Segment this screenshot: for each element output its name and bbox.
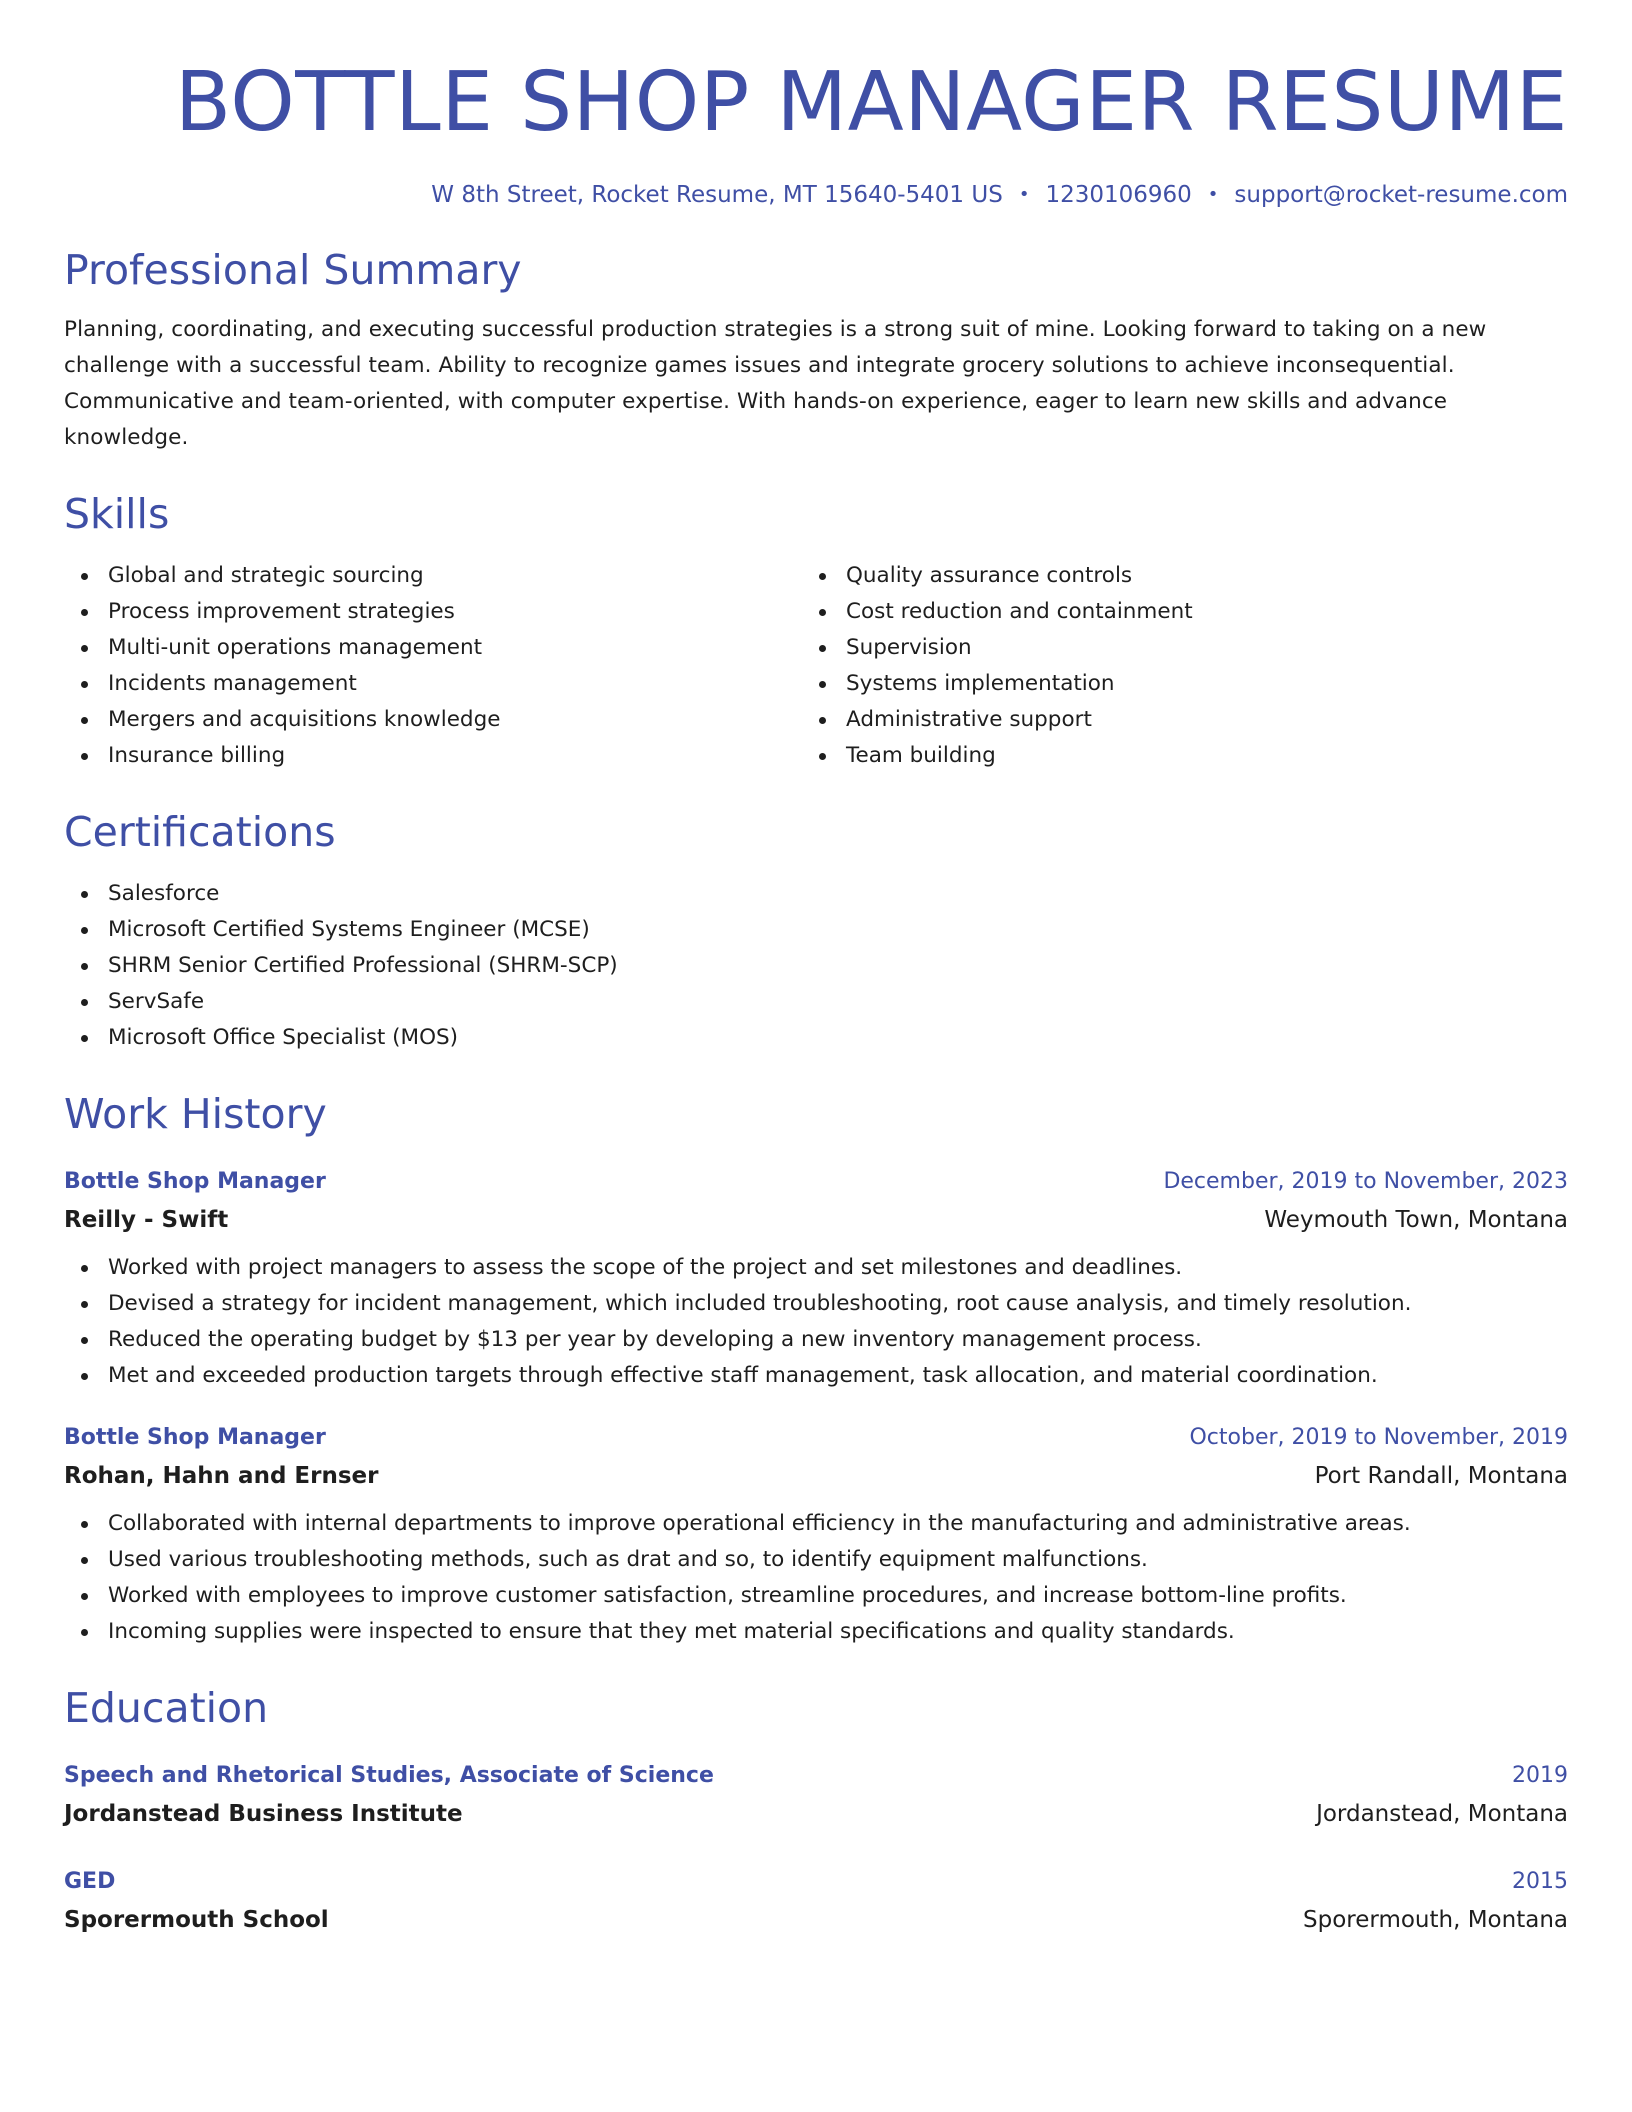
job-duty: Collaborated with internal departments to improve operational efficiency in the manufacturing and administrative areas. bbox=[64, 1506, 1568, 1542]
contact-separator-1: • bbox=[1018, 184, 1030, 205]
certifications-list bbox=[64, 876, 1568, 1056]
education-degree-row bbox=[64, 1864, 1568, 1900]
education-school-row bbox=[64, 1794, 1568, 1834]
job-duty: Reduced the operating budget by $13 per year by developing a new inventory management process. bbox=[64, 1322, 1568, 1358]
education-section bbox=[64, 1680, 1568, 1940]
education-entry bbox=[64, 1864, 1568, 1940]
job-company-row bbox=[64, 1200, 1568, 1240]
contact-phone: 1230106960 bbox=[1045, 182, 1192, 208]
certification-item: ServSafe bbox=[64, 984, 1568, 1020]
education-entry bbox=[64, 1758, 1568, 1834]
skill-item: Mergers and acquisitions knowledge bbox=[64, 702, 802, 738]
job-location: Port Randall, Montana bbox=[1314, 1463, 1568, 1489]
contact-address: W 8th Street, Rocket Resume, MT 15640-5401 US bbox=[431, 182, 1003, 208]
contact-line bbox=[64, 182, 1568, 208]
job-dates: October, 2019 to November, 2019 bbox=[1189, 1425, 1568, 1450]
certification-item: Salesforce bbox=[64, 876, 1568, 912]
education-degree: Speech and Rhetorical Studies, Associate of Science bbox=[64, 1763, 714, 1788]
skill-item: Systems implementation bbox=[802, 666, 1540, 702]
education-degree: GED bbox=[64, 1869, 116, 1894]
skill-item: Global and strategic sourcing bbox=[64, 558, 802, 594]
skills-column-right bbox=[802, 558, 1540, 774]
certification-item: Microsoft Office Specialist (MOS) bbox=[64, 1020, 1568, 1056]
skills-list-left bbox=[64, 558, 802, 774]
work-history-section bbox=[64, 1086, 1568, 1650]
certifications-section bbox=[64, 804, 1568, 1056]
work-history-heading: Work History bbox=[64, 1090, 327, 1138]
education-location: Sporermouth, Montana bbox=[1303, 1907, 1568, 1933]
job-duty: Worked with employees to improve customer satisfaction, streamline procedures, and increase bottom-line profits. bbox=[64, 1578, 1568, 1614]
resume-header bbox=[64, 48, 1568, 208]
education-school: Jordanstead Business Institute bbox=[64, 1801, 463, 1827]
job-header-row bbox=[64, 1420, 1568, 1456]
skill-item: Team building bbox=[802, 738, 1540, 774]
skills-heading: Skills bbox=[64, 490, 170, 538]
job-duty: Used various troubleshooting methods, such as drat and so, to identify equipment malfunctions. bbox=[64, 1542, 1568, 1578]
resume-title: BOTTLE SHOP MANAGER RESUME bbox=[174, 55, 1568, 150]
job-duty: Incoming supplies were inspected to ensure that they met material specifications and quality standards. bbox=[64, 1614, 1568, 1650]
skills-grid bbox=[64, 558, 1568, 774]
skill-item: Multi-unit operations management bbox=[64, 630, 802, 666]
skill-item: Quality assurance controls bbox=[802, 558, 1540, 594]
certification-item: SHRM Senior Certified Professional (SHRM-SCP) bbox=[64, 948, 1568, 984]
skill-item: Supervision bbox=[802, 630, 1540, 666]
education-location: Jordanstead, Montana bbox=[1316, 1801, 1568, 1827]
job-header-row bbox=[64, 1164, 1568, 1200]
job-company-row bbox=[64, 1456, 1568, 1496]
job-company: Reilly - Swift bbox=[64, 1207, 229, 1233]
education-school-row bbox=[64, 1900, 1568, 1940]
summary-section bbox=[64, 242, 1568, 456]
skill-item: Administrative support bbox=[802, 702, 1540, 738]
job-entry bbox=[64, 1420, 1568, 1650]
skill-item: Incidents management bbox=[64, 666, 802, 702]
job-title: Bottle Shop Manager bbox=[64, 1425, 326, 1450]
skills-section bbox=[64, 486, 1568, 774]
skills-column-left bbox=[64, 558, 802, 774]
summary-heading: Professional Summary bbox=[64, 246, 522, 294]
job-duties-list bbox=[64, 1506, 1568, 1650]
skill-item: Cost reduction and containment bbox=[802, 594, 1540, 630]
skill-item: Insurance billing bbox=[64, 738, 802, 774]
job-title: Bottle Shop Manager bbox=[64, 1169, 326, 1194]
job-dates: December, 2019 to November, 2023 bbox=[1163, 1169, 1568, 1194]
education-year: 2015 bbox=[1512, 1869, 1568, 1894]
education-year: 2019 bbox=[1512, 1763, 1568, 1788]
skill-item: Process improvement strategies bbox=[64, 594, 802, 630]
contact-email: support@rocket-resume.com bbox=[1234, 182, 1568, 208]
job-duties-list bbox=[64, 1250, 1568, 1394]
job-duty: Met and exceeded production targets through effective staff management, task allocation, and material coordination. bbox=[64, 1358, 1568, 1394]
certifications-heading: Certifications bbox=[64, 808, 336, 856]
job-duty: Devised a strategy for incident management, which included troubleshooting, root cause analysis, and timely resolution. bbox=[64, 1286, 1568, 1322]
job-company: Rohan, Hahn and Ernser bbox=[64, 1463, 379, 1489]
education-heading: Education bbox=[64, 1684, 269, 1732]
summary-text: Planning, coordinating, and executing successful production strategies is a strong suit of mine. Looking forward to taking on a new challenge with a successful team. Ability to recognize games issues and integrate grocery solutions to achieve inconsequential. Communicative and team-oriented, with computer expertise. With hands-on experience, eager to learn new skills and advance knowledge. bbox=[64, 317, 1487, 450]
skills-list-right bbox=[802, 558, 1540, 774]
job-entry bbox=[64, 1164, 1568, 1394]
certification-item: Microsoft Certified Systems Engineer (MCSE) bbox=[64, 912, 1568, 948]
job-location: Weymouth Town, Montana bbox=[1264, 1207, 1568, 1233]
education-degree-row bbox=[64, 1758, 1568, 1794]
contact-separator-2: • bbox=[1207, 184, 1219, 205]
education-school: Sporermouth School bbox=[64, 1907, 329, 1933]
job-duty: Worked with project managers to assess the scope of the project and set milestones and deadlines. bbox=[64, 1250, 1568, 1286]
